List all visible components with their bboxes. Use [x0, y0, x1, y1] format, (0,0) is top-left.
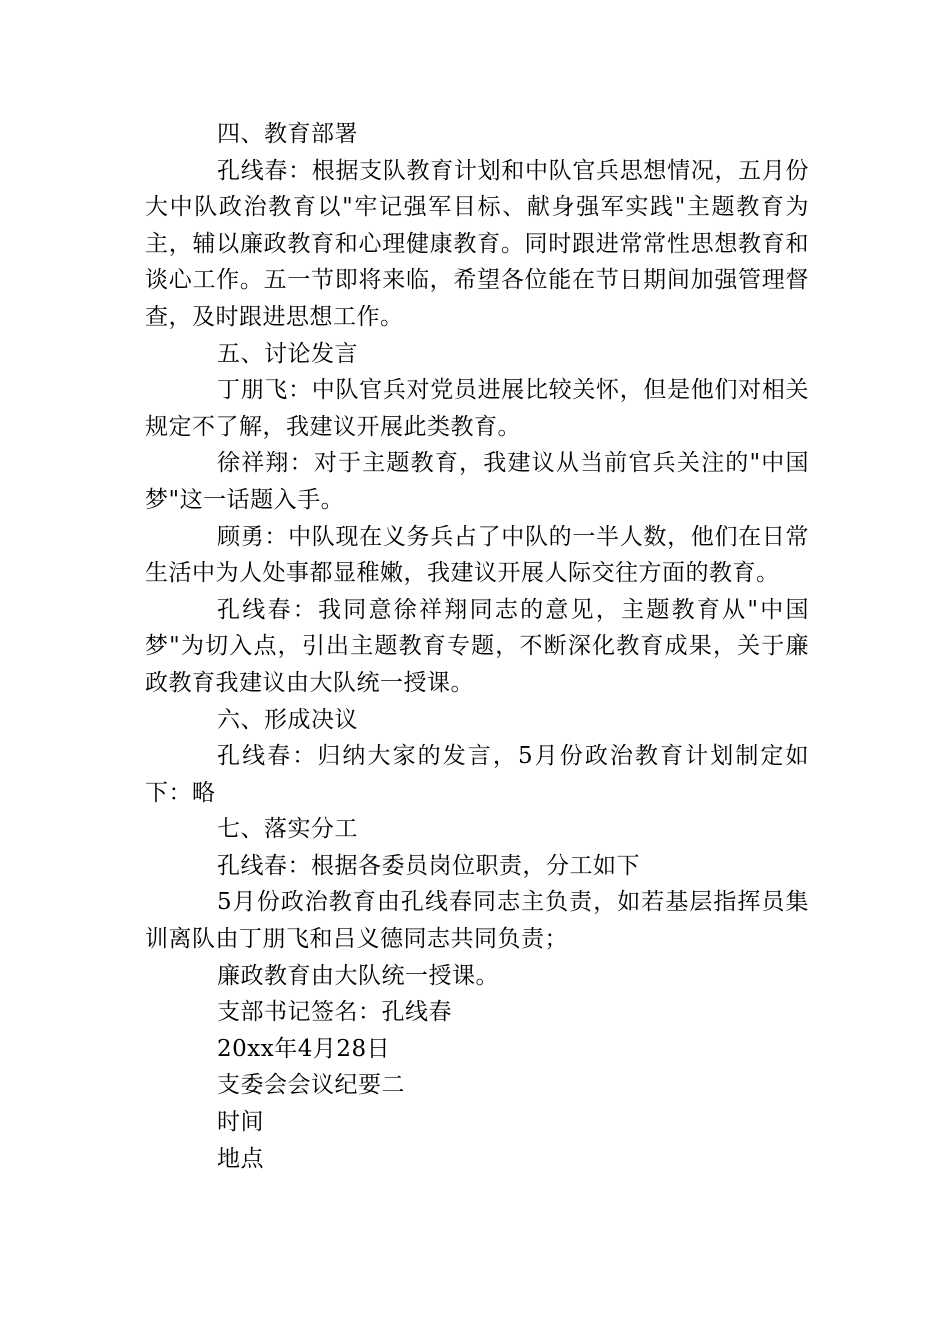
minutes-two-title: 支委会会议纪要二: [217, 1072, 405, 1099]
section-heading-division: 七、落实分工: [217, 816, 358, 843]
paragraph-kong-division: 孔线春：根据各委员岗位职责，分工如下: [217, 852, 640, 879]
paragraph-ding-speech: 丁朋飞：中队官兵对党员进展比较关怀，但是他们对相关规定不了解，我建议开展此类教育。: [145, 377, 809, 440]
time-label: 时间: [217, 1109, 264, 1136]
signature-line: 支部书记签名：孔线春: [217, 999, 452, 1026]
paragraph-kong-agree: 孔线春：我同意徐祥翔同志的意见，主题教育从"中国梦"为切入点，引出主题教育专题，不断深化教育成果，关于廉政教育我建议由大队统一授课。: [145, 596, 809, 696]
section-heading-discussion: 五、讨论发言: [217, 340, 358, 367]
paragraph-integrity-education: 廉政教育由大队统一授课。: [217, 962, 499, 989]
paragraph-kong-deployment: 孔线春：根据支队教育计划和中队官兵思想情况，五月份大中队政治教育以"牢记强军目标、献身强军实践"主题教育为主，辅以廉政教育和心理健康教育。同时跟进常常性思想教育和谈心工作。五一节即将来临，希望各位能在节日期间加强管理督查，及时跟进思想工作。: [145, 157, 809, 330]
paragraph-kong-resolution: 孔线春：归纳大家的发言，5月份政治教育计划制定如下：略: [145, 743, 809, 806]
paragraph-may-education: 5月份政治教育由孔线春同志主负责，如若基层指挥员集训离队由丁朋飞和吕义德同志共同负责；: [145, 889, 809, 953]
section-heading-resolution: 六、形成决议: [217, 706, 358, 733]
paragraph-gu-speech: 顾勇：中队现在义务兵占了中队的一半人数，他们在日常生活中为人处事都显稚嫩，我建议开展人际交往方面的教育。: [145, 523, 809, 587]
location-label: 地点: [217, 1145, 264, 1172]
section-heading-deployment: 四、教育部署: [217, 121, 358, 147]
paragraph-xu-speech: 徐祥翔：对于主题教育，我建议从当前官兵关注的"中国梦"这一话题入手。: [145, 450, 809, 513]
document-body: [145, 116, 809, 1177]
date-line: 20xx年4月28日: [217, 1035, 391, 1062]
